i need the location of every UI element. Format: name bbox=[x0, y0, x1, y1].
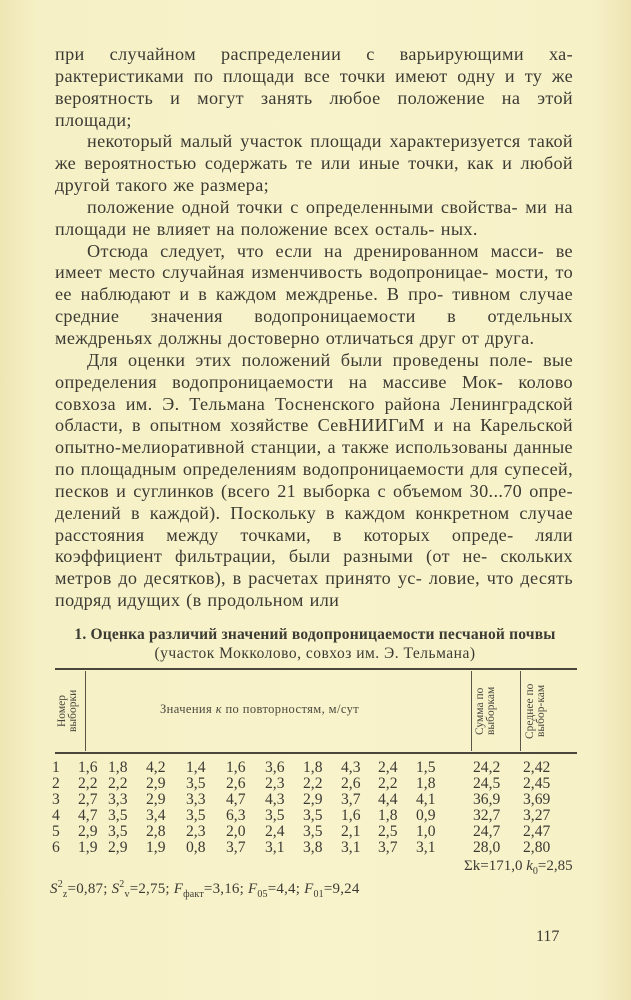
header-sum: Сумма по выборкам bbox=[474, 686, 497, 736]
table-top-rule bbox=[55, 668, 577, 670]
column-divider bbox=[471, 671, 472, 751]
k0-label: k bbox=[526, 858, 533, 874]
table-subtitle: (участок Мокколово, совхоз им. Э. Тельмана) bbox=[154, 645, 476, 662]
paragraph-4: Отсюда следует, что если на дренированном масси- ве имеет место случайная изменчивость водопроницае- мости, то ее наблюдают и в каждом междренье. В про- тивном случае средние значения водопроницаемости в отдельных междреньях должны достоверно отличаться друг от друга. bbox=[55, 240, 574, 348]
column-divider bbox=[85, 671, 86, 751]
paragraph-5: Для оценки этих положений были проведены поле- вые определения водопроницаемости на массиве Мок- колово совхоза им. Э. Тельмана Тосненского района Ленинградской области, в опытном хозяйстве СевНИИГиМ и на Карельской опытно-мелиоративной станции, а также использованы данные по площадным определениям водопроницаемости для супесей, песков и суглинков (всего 21 выборка с объемом 30...70 опре- делений в каждой). Поскольку в каждом конкретном случае расстояния между точками, в которых опреде- ляли коэффициент фильтрации, были разными (от не- скольких метров до десятков), в расчетах принято ус- ловие, что десять подряд идущих (в продольном или bbox=[55, 349, 574, 611]
k0-value: =2,85 bbox=[537, 858, 573, 874]
header-values: Значения к по повторностям, м/сут bbox=[160, 702, 360, 716]
table-caption bbox=[55, 625, 575, 663]
paragraph-2: некоторый малый участок площади характеризуется такой же вероятностью содержать те или иные точки, как и любой другой такого же размера; bbox=[55, 131, 573, 196]
sum-k-value: =171,0 bbox=[480, 858, 523, 874]
table-totals: Σk=171,0 $k_0=2,85$ bbox=[464, 858, 573, 877]
body-text bbox=[55, 44, 573, 612]
header-bottom-rule bbox=[55, 752, 577, 754]
paragraph-1: при случайном распределении с варьирующими ха- рактеристиками по площади все точки имеют одну и ту же вероятность и могут занять любое положение на этой площади; bbox=[55, 44, 573, 130]
header-mean: Среднее по выбор-кам bbox=[524, 683, 547, 739]
page-number: 117 bbox=[536, 928, 560, 945]
paragraph-3: положение одной точки с определенными свойства- ми на площади не влияет на положение всех осталь- ных. bbox=[55, 196, 573, 239]
statistics-line: $S^2_z=0,87$; $S^2_v=2,75$; $F_{факт}=3,16$; $F_{05}=4,4$; $F_{01}=9,24$ bbox=[50, 879, 360, 900]
column-divider bbox=[520, 671, 521, 751]
table-title: 1. Оценка различий значений водопроницаемости песчаной почвы bbox=[74, 626, 556, 643]
header-sample-number: Номер выборки bbox=[56, 689, 79, 733]
sum-k-label: Σk bbox=[464, 858, 481, 874]
